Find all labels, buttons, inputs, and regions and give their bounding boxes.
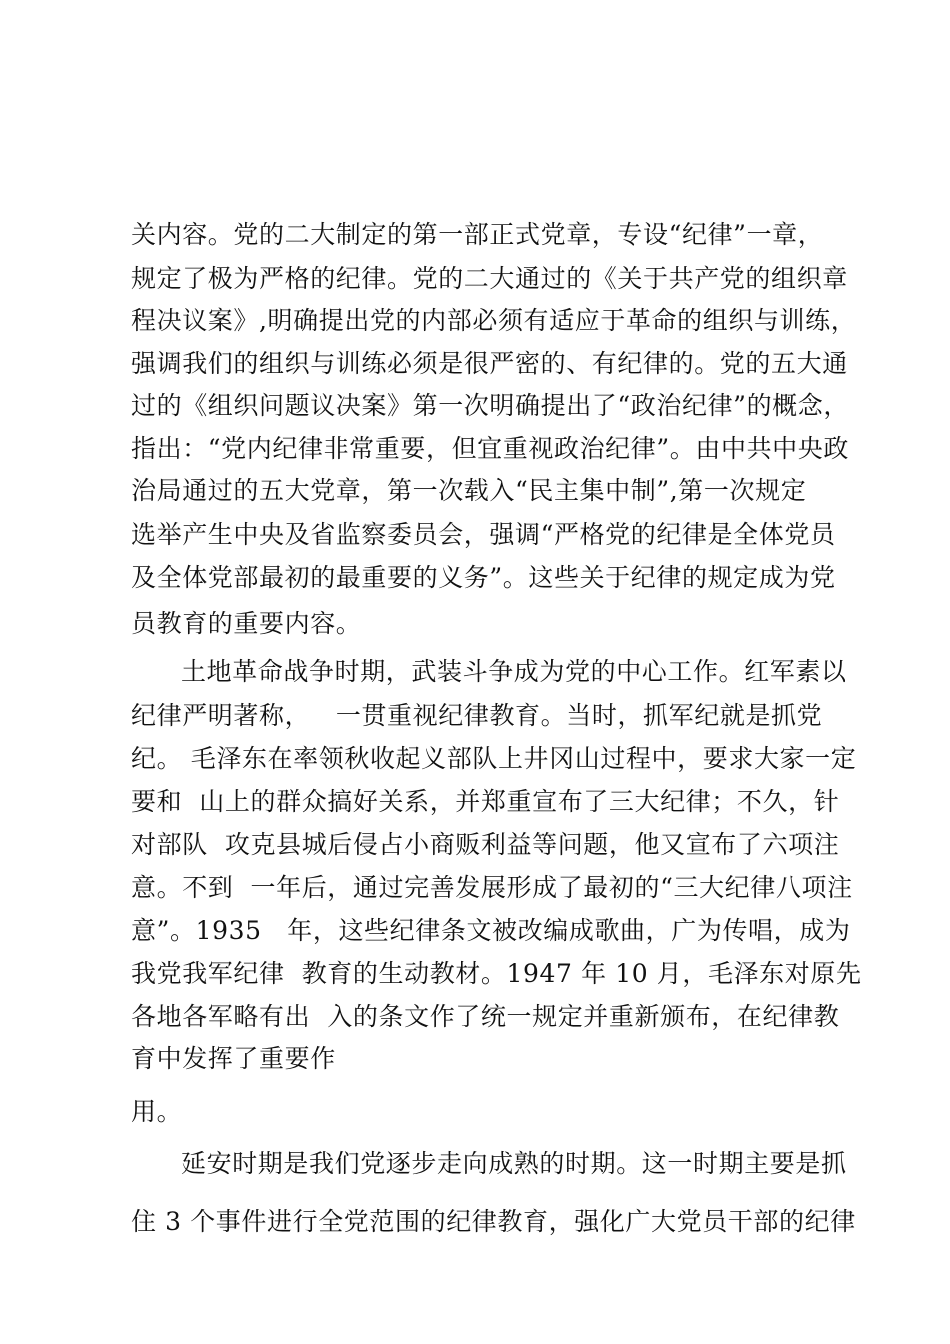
text-line: 强调我们的组织与训练必须是很严密的、有纪律的。党的五大通 <box>131 349 848 378</box>
text-line: 对部队 攻克县城后侵占小商贩利益等问题，他又宣布了六项注 <box>131 830 840 859</box>
text-line: 程决议案》,明确提出党的内部必须有适应于革命的组织与训练， <box>131 306 857 335</box>
text-line: 育中发挥了重要作 <box>131 1044 336 1073</box>
text-line: 员教育的重要内容。 <box>131 609 362 638</box>
text-line: 治局通过的五大党章，第一次载入“民主集中制”,第一次规定 <box>131 476 807 505</box>
text-line: 规定了极为严格的纪律。党的二大通过的《关于共产党的组织章 <box>131 264 848 293</box>
text-line: 我党我军纪律 教育的生动教材。1947 年 10 月，毛泽东对原先 <box>131 959 862 988</box>
text-line: 要和 山上的群众搞好关系，并郑重宣布了三大纪律；不久，针 <box>131 787 840 816</box>
text-line: 关内容。党的二大制定的第一部正式党章，专设“纪律”一章， <box>131 220 824 249</box>
text-line: 住 3 个事件进行全党范围的纪律教育，强化广大党员干部的纪律 <box>131 1207 856 1236</box>
text-line: 意”。1935 年，这些纪律条文被改编成歌曲，广为传唱，成为 <box>131 916 851 945</box>
text-line: 用。 <box>131 1097 183 1126</box>
paragraph-start-line: 延安时期是我们党逐步走向成熟的时期。这一时期主要是抓 <box>181 1149 847 1178</box>
text-line: 各地各军略有出 入的条文作了统一规定并重新颁布，在纪律教 <box>131 1002 840 1031</box>
text-line: 选举产生中央及省监察委员会，强调“严格党的纪律是全体党员 <box>131 520 836 549</box>
text-line: 过的《组织问题议决案》第一次明确提出了“政治纪律”的概念， <box>131 391 849 420</box>
text-line: 纪。 毛泽东在率领秋收起义部队上井冈山过程中，要求大家一定 <box>131 744 857 773</box>
text-line: 指出：“党内纪律非常重要，但宜重视政治纪律”。由中共中央政 <box>131 434 849 463</box>
text-line: 纪律严明著称， 一贯重视纪律教育。当时，抓军纪就是抓党 <box>131 701 823 730</box>
paragraph-start-line: 土地革命战争时期，武装斗争成为党的中心工作。红军素以 <box>181 657 847 686</box>
text-line: 意。不到 一年后，通过完善发展形成了最初的“三大纪律八项注 <box>131 873 853 902</box>
text-line: 及全体党部最初的最重要的义务”。这些关于纪律的规定成为党 <box>131 563 836 592</box>
